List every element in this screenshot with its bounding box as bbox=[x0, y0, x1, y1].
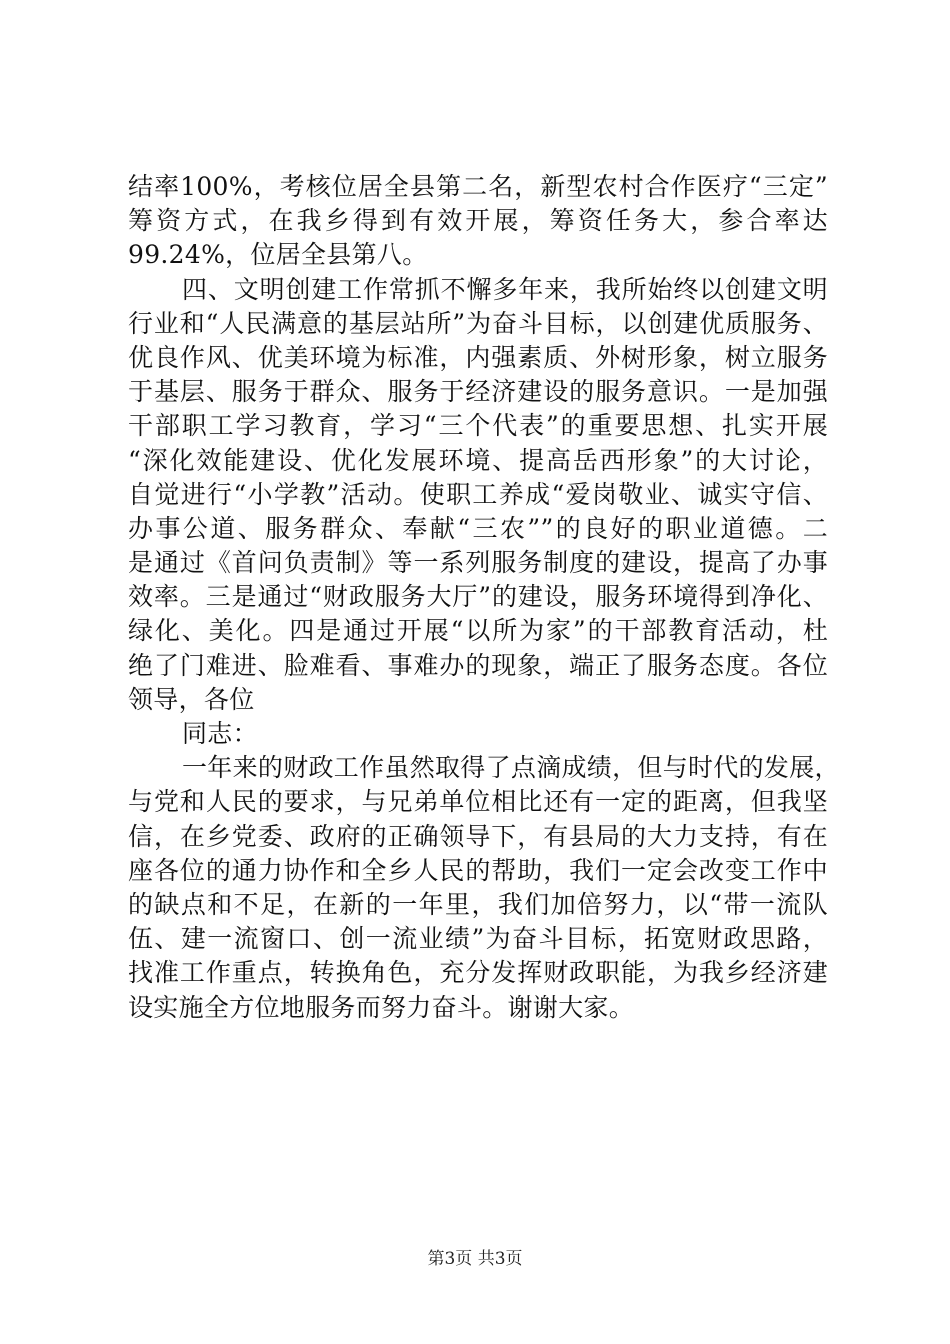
text-line: “深化效能建设、优化发展环境、提高岳西形象”的大讨论， bbox=[128, 445, 828, 475]
text-line: 效率。三是通过“财政服务大厅”的建设，服务环境得到净化、 bbox=[128, 582, 828, 612]
text-line: 领导，各位 bbox=[128, 684, 255, 714]
text-line: 信，在乡党委、政府的正确领导下，有县局的大力支持，有在 bbox=[128, 821, 828, 851]
text-line: 筹资方式，在我乡得到有效开展，筹资任务大，参合率达 bbox=[128, 206, 828, 236]
text-line: 结率100%，考核位居全县第二名，新型农村合作医疗“三定” bbox=[128, 172, 828, 201]
text-line: 一年来的财政工作虽然取得了点滴成绩，但与时代的发展， bbox=[182, 753, 840, 783]
text-line: 于基层、服务于群众、服务于经济建设的服务意识。一是加强 bbox=[128, 377, 828, 407]
text-line: 行业和“人民满意的基层站所”为奋斗目标，以创建优质服务、 bbox=[128, 308, 828, 338]
text-line: 找准工作重点，转换角色，充分发挥财政职能，为我乡经济建 bbox=[128, 958, 828, 988]
text-line: 设实施全方位地服务而努力奋斗。谢谢大家。 bbox=[128, 992, 635, 1022]
text-line: 干部职工学习教育，学习“三个代表”的重要思想、扎实开展 bbox=[128, 411, 828, 441]
text-line: 同志： bbox=[182, 719, 258, 748]
text-line: 伍、建一流窗口、创一流业绩”为奋斗目标，拓宽财政思路， bbox=[128, 924, 828, 954]
text-line: 四、文明创建工作常抓不懈多年来，我所始终以创建文明 bbox=[182, 274, 828, 304]
page-number-footer: 第3页 共3页 bbox=[427, 1249, 523, 1269]
text-line: 99.24%，位居全县第八。 bbox=[128, 240, 428, 270]
text-line: 办事公道、服务群众、奉献“三农””的良好的职业道德。二 bbox=[128, 513, 828, 543]
text-line: 是通过《首问负责制》等一系列服务制度的建设，提高了办事 bbox=[128, 548, 828, 578]
text-line: 与党和人民的要求，与兄弟单位相比还有一定的距离，但我坚 bbox=[128, 787, 828, 817]
text-line: 自觉进行“小学教”活动。使职工养成“爱岗敬业、诚实守信、 bbox=[128, 479, 828, 509]
text-line: 绿化、美化。四是通过开展“以所为家”的干部教育活动，杜 bbox=[128, 616, 828, 646]
text-line: 优良作风、优美环境为标准，内强素质、外树形象，树立服务 bbox=[128, 342, 828, 372]
text-line: 绝了门难进、脸难看、事难办的现象，端正了服务态度。各位 bbox=[128, 650, 828, 680]
text-line: 座各位的通力协作和全乡人民的帮助，我们一定会改变工作中 bbox=[128, 855, 828, 885]
document-body bbox=[128, 170, 840, 1025]
text-line: 的缺点和不足，在新的一年里，我们加倍努力，以“带一流队 bbox=[128, 889, 828, 919]
